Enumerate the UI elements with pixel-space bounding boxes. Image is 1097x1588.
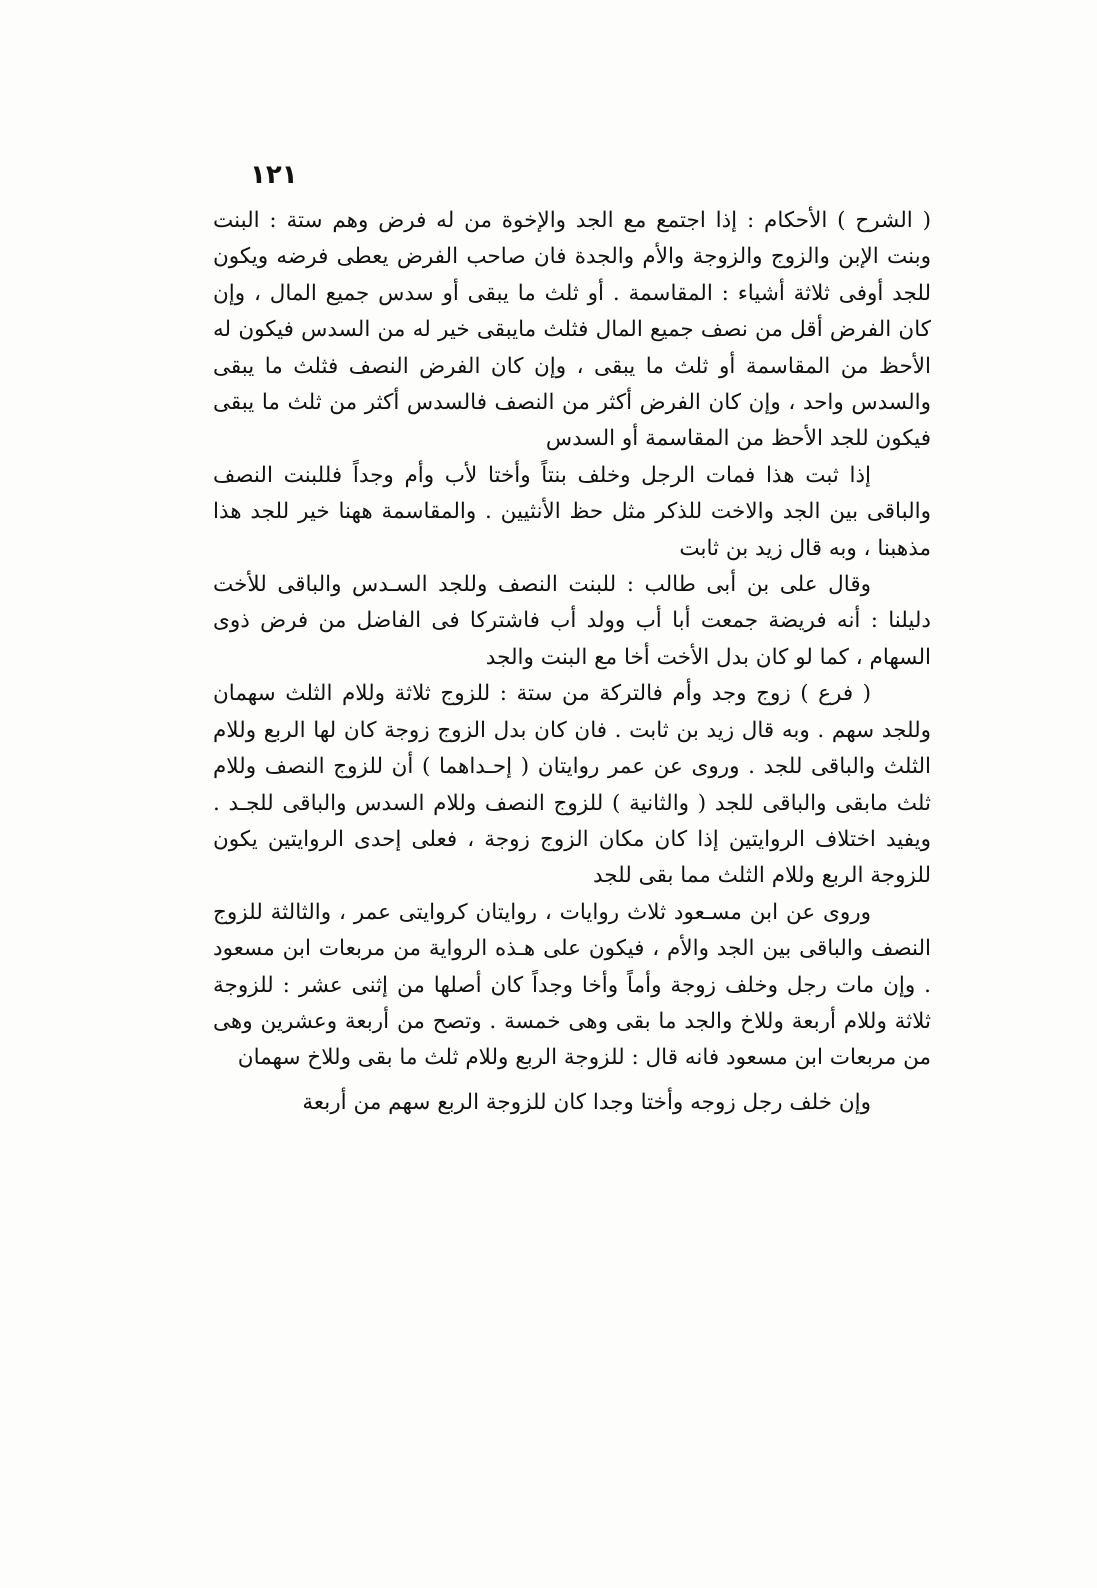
page-number: ١٢١ [250, 160, 298, 190]
paragraph-commentary: ( الشرح ) الأحكام : إذا اجتمع مع الجد والإخوة من له فرض وهم ستة : البنت وبنت الإبن والزوج والزوجة والأم والجدة فان صاحب الفرض يعطى فرضه ويكون للجد أوفى ثلاثة أشياء : المقاسمة . أو ثلث ما يبقى أو سدس جميع المال ، وإن كان الفرض أقل من نصف جميع المال فثلث مايبقى خير له من السدس فيكون له الأحظ من المقاسمة أو ثلث ما يبقى ، وإن كان الفرض النصف فثلث ما يبقى والسدس واحد ، وإن كان الفرض أكثر من النصف فالسدس أكثر من ثلث ما يبقى فيكون للجد الأحظ من المقاسمة أو السدس [213, 208, 931, 452]
paragraph-ibn-masud: وروى عن ابن مسـعود ثلاث روايات ، روايتان كروايتى عمر ، والثالثة للزوج النصف والباقى بين الجد والأم ، فيكون على هـذه الرواية من مربعات ابن مسعود . وإن مات رجل وخلف زوجة وأماً وأخا وجداً كان أصلها من إثنى عشر : للزوجة ثلاثة وللام أربعة وللاخ والجد ما بقى وهى خمسة . وتصح من أربعة وعشرين وهى من مربعات ابن مسعود فانه قال : للزوجة الربع وللام ثلث ما بقى وللاخ سهمان [213, 899, 931, 1071]
body-text [213, 203, 931, 1121]
paragraph-ali-opinion: وقال على بن أبى طالب : للبنت النصف وللجد السـدس والباقى للأخت دليلنا : أنه فريضة جمعت أبا أب وولد أب فاشتركا فى الفاضل من فرض ذوى السهام ، كما لو كان بدل الأخت أخا مع البنت والجد [213, 572, 931, 670]
paragraph-case: إذا ثبت هذا فمات الرجل وخلف بنتاً وأختا لأب وأم وجداً فللبنت النصف والباقى بين الجد والاخت للذكر مثل حظ الأنثيين . والمقاسمة ههنا خير للجد هذا مذهبنا ، وبه قال زيد بن ثابت [213, 462, 931, 561]
paragraph-branch: ( فرع ) زوج وجد وأم فالتركة من ستة : للزوج ثلاثة وللام الثلث سهمان وللجد سهم . وبه قال زيد بن ثابت . فان كان بدل الزوج زوجة كان لها الربع وللام الثلث والباقى للجد . وروى عن عمر روايتان ( إحـداهما ) أن للزوج النصف وللام ثلث مابقى والباقى للجد ( والثانية ) للزوج النصف وللام السدس والباقى للجـد . ويفيد اختلاف الروايتين إذا كان مكان الزوج زوجة ، فعلى إحدى الروايتين يكون للزوجة الربع وللام الثلث مما بقى للجد [213, 681, 931, 889]
paragraph-last: وإن خلف رجل زوجه وأختا وجدا كان للزوجة الربع سهم من أربعة [302, 1089, 871, 1115]
